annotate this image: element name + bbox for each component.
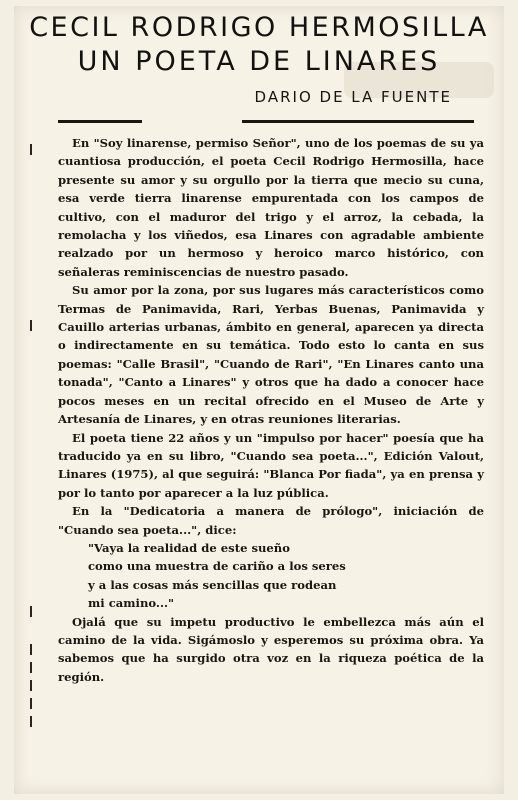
paragraph: Ojalá que su impetu productivo le embellezca más aún el camino de la vida. Sigámoslo y esperemos su próxima obra. Ya sabemos que ha surgido otra voz en la riqueza poética de la región.	[58, 614, 484, 684]
margin-marks	[26, 134, 40, 794]
margin-mark	[30, 320, 32, 331]
margin-mark	[30, 662, 32, 673]
paragraph: El poeta tiene 22 años y un "impulso por hacer" poesía que ha traducido ya en su libro, "Cuando sea poeta...", Edición Valout, Linares (1975), al que seguirá: "Blanca Por fiada", ya en prensa y por lo tanto por aparecer a la luz pública.	[58, 430, 484, 500]
divider-rule-right	[242, 120, 474, 123]
margin-mark	[30, 716, 32, 727]
paragraph: En "Soy linarense, permiso Señor", uno de los poemas de su ya cuantiosa producción, el poeta Cecil Rodrigo Hermosilla, hace presente su amor y su orgullo por la tierra que mecio su cuna, esa verde tierra linarense empurentada con los campos de cultivo, con el maduror del trigo y el arroz, la cebada, la remolacha y los viñedos, esa Linares con agradable ambiente realzado por un hermoso y heroico marco histórico, con señaleras reminiscencias de nuestro pasado.	[58, 136, 484, 279]
divider-rule-left	[58, 120, 142, 123]
paragraph: Su amor por la zona, por sus lugares más característicos como Termas de Panimavida, Rari, Yerbas Buenas, Panimavida y Cauillo arterias urbanas, ámbito en general, aparecen ya directa o indirectamente en su temática. Todo esto lo canta en sus poemas: "Calle Brasil", "Cuando de Rari", "En Linares canto una tonada", "Canto a Linares" y otros que ha dado a conocer hace pocos meses en un recital ofrecido en el Museo de Arte y Artesanía de Linares, y en otras reuniones literarias.	[58, 283, 484, 427]
margin-mark	[30, 698, 32, 709]
margin-mark	[30, 606, 32, 617]
byline: DARIO DE LA FUENTE	[254, 88, 452, 106]
margin-mark	[30, 644, 32, 655]
quote-line: y a las cosas más sencillas que rodean	[88, 577, 337, 592]
margin-mark	[30, 144, 32, 155]
quote-line: como una muestra de cariño a los seres	[88, 559, 346, 574]
headline-line-1: CECIL RODRIGO HERMOSILLA	[29, 12, 489, 43]
quote-line: "Vaya la realidad de este sueño	[88, 540, 290, 555]
paragraph: En la "Dedicatoria a manera de prólogo", iniciación de "Cuando sea poeta...", dice:	[58, 504, 484, 537]
quote-line: mi camino..."	[88, 596, 175, 611]
newspaper-clipping	[14, 6, 504, 794]
margin-mark	[30, 680, 32, 691]
headline-line-2: UN POETA DE LINARES	[77, 46, 441, 77]
article-body	[58, 134, 484, 686]
